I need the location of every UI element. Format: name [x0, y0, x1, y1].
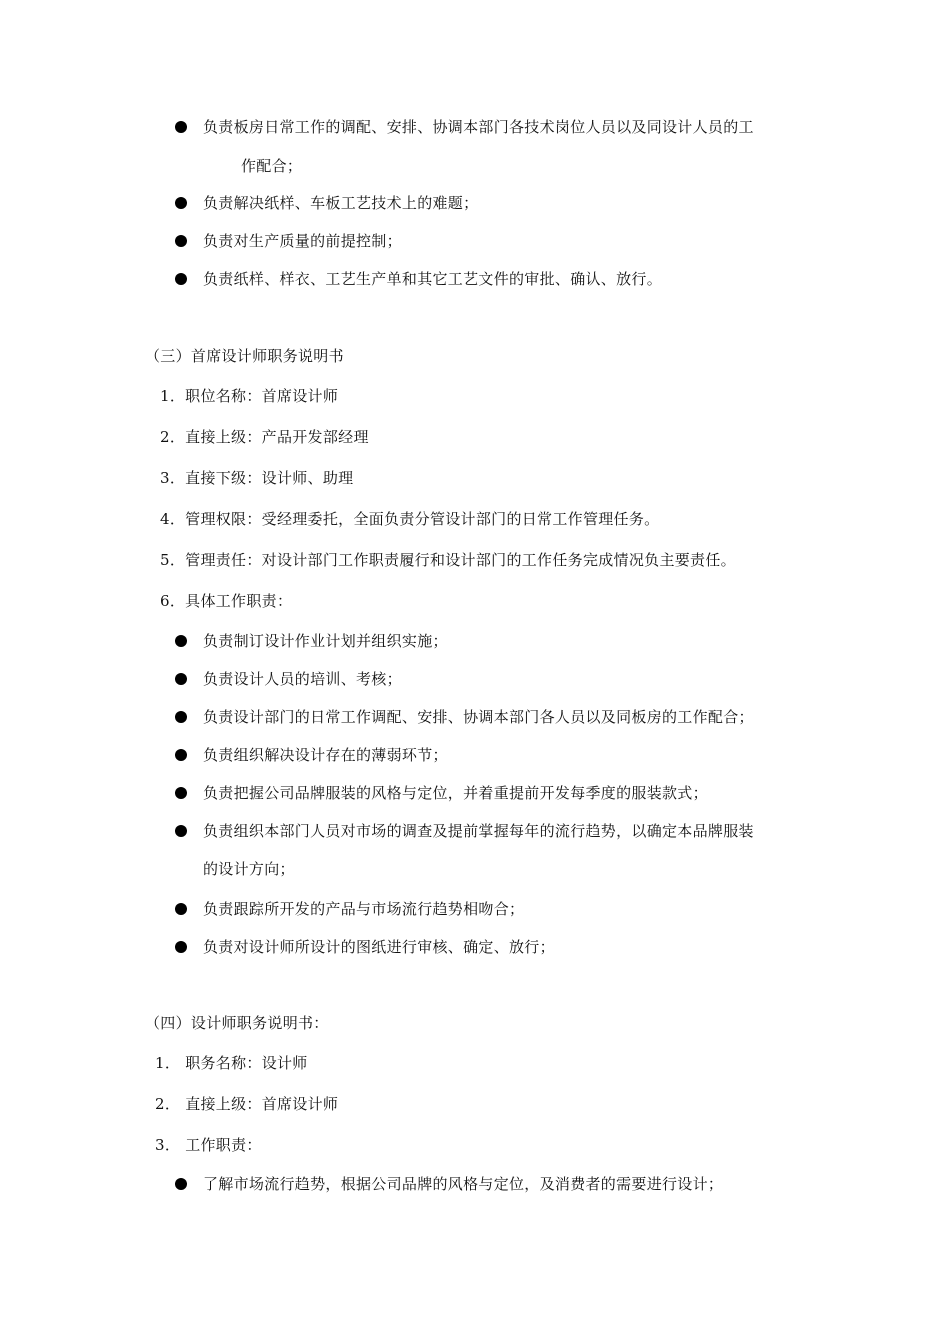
numbered-item: 2． 直接上级：首席设计师 [155, 1095, 339, 1113]
numbered-item: 1． 职务名称：设计师 [155, 1054, 308, 1072]
list-item: 负责对生产质量的前提控制； [203, 232, 402, 250]
section-heading: （四）设计师职务说明书： [145, 1014, 329, 1032]
numbered-item: 1．职位名称：首席设计师 [160, 387, 339, 405]
bullet-icon [175, 825, 187, 837]
numbered-item: 2．直接上级：产品开发部经理 [160, 428, 369, 446]
bullet-icon [175, 1178, 187, 1190]
numbered-item: 4．管理权限：受经理委托，全面负责分管设计部门的日常工作管理任务。 [160, 510, 660, 528]
bullet-icon [175, 787, 187, 799]
list-item: 负责组织解决设计存在的薄弱环节； [203, 746, 448, 764]
list-item: 负责设计部门的日常工作调配、安排、协调本部门各人员以及同板房的工作配合； [203, 708, 754, 726]
list-item: 负责纸样、样衣、工艺生产单和其它工艺文件的审批、确认、放行。 [203, 270, 663, 288]
numbered-item: 3．直接下级：设计师、助理 [160, 469, 354, 487]
bullet-icon [175, 121, 187, 133]
bullet-icon [175, 711, 187, 723]
bullet-icon [175, 673, 187, 685]
list-item: 负责对设计师所设计的图纸进行审核、确定、放行； [203, 938, 555, 956]
list-item: 负责解决纸样、车板工艺技术上的难题； [203, 194, 479, 212]
list-item-continuation: 作配合； [241, 157, 303, 175]
numbered-item: 6．具体工作职责： [160, 592, 293, 610]
list-item: 负责制订设计作业计划并组织实施； [203, 632, 448, 650]
list-item-continuation: 的设计方向； [203, 860, 295, 878]
list-item: 负责板房日常工作的调配、安排、协调本部门各技术岗位人员以及同设计人员的工 [203, 118, 754, 136]
bullet-icon [175, 635, 187, 647]
numbered-item: 5．管理责任：对设计部门工作职责履行和设计部门的工作任务完成情况负主要责任。 [160, 551, 736, 569]
bullet-icon [175, 235, 187, 247]
section-heading: （三）首席设计师职务说明书 [145, 347, 344, 365]
list-item: 负责设计人员的培训、考核； [203, 670, 402, 688]
bullet-icon [175, 903, 187, 915]
list-item: 了解市场流行趋势，根据公司品牌的风格与定位，及消费者的需要进行设计； [203, 1175, 724, 1193]
list-item: 负责跟踪所开发的产品与市场流行趋势相吻合； [203, 900, 525, 918]
numbered-item: 3． 工作职责： [155, 1136, 262, 1154]
bullet-icon [175, 941, 187, 953]
list-item: 负责把握公司品牌服装的风格与定位，并着重提前开发每季度的服装款式； [203, 784, 708, 802]
bullet-icon [175, 197, 187, 209]
list-item: 负责组织本部门人员对市场的调查及提前掌握每年的流行趋势，以确定本品牌服装 [203, 822, 754, 840]
bullet-icon [175, 749, 187, 761]
bullet-icon [175, 273, 187, 285]
